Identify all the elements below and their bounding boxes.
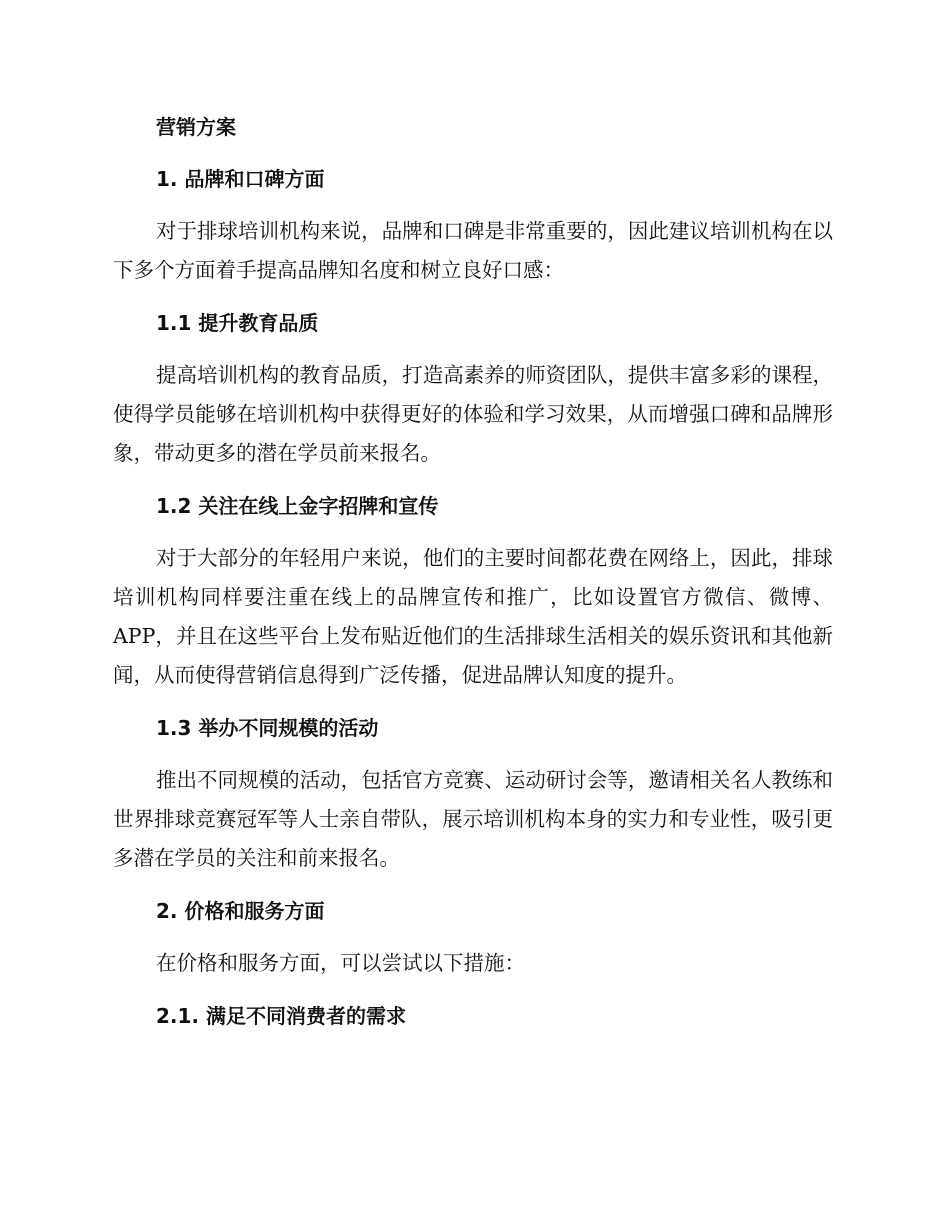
section-heading-2-1: 2.1. 满足不同消费者的需求: [156, 1004, 406, 1028]
paragraph-1-3: 推出不同规模的活动，包括官方竞赛、运动研讨会等，邀请相关名人教练和世界排球竞赛冠军等人士亲自带队，展示培训机构本身的实力和专业性，吸引更多潜在学员的关注和前来报名。: [113, 768, 833, 870]
section-heading-1-3: 1.3 举办不同规模的活动: [156, 716, 379, 740]
paragraph-2: 在价格和服务方面，可以尝试以下措施：: [156, 951, 525, 975]
document-title: 营销方案: [156, 115, 236, 139]
paragraph-1-1: 提高培训机构的教育品质，打造高素养的师资团队，提供丰富多彩的课程，使得学员能够在培训机构中获得更好的体验和学习效果，从而增强口碑和品牌形象，带动更多的潜在学员前来报名。: [113, 363, 833, 465]
section-heading-1: 1. 品牌和口碑方面: [156, 167, 325, 191]
section-heading-1-1: 1.1 提升教育品质: [156, 311, 319, 335]
paragraph-1-2: 对于大部分的年轻用户来说，他们的主要时间都花费在网络上，因此，排球培训机构同样要注重在线上的品牌宣传和推广，比如设置官方微信、微博、APP，并且在这些平台上发布贴近他们的生活排球生活相关的娱乐资讯和其他新闻，从而使得营销信息得到广泛传播，促进品牌认知度的提升。: [113, 546, 833, 687]
section-heading-2: 2. 价格和服务方面: [156, 899, 325, 923]
paragraph-1: 对于排球培训机构来说，品牌和口碑是非常重要的，因此建议培训机构在以下多个方面着手提高品牌知名度和树立良好口感：: [113, 219, 833, 282]
section-heading-1-2: 1.2 关注在线上金字招牌和宣传: [156, 494, 439, 518]
document-page: [113, 108, 833, 1049]
